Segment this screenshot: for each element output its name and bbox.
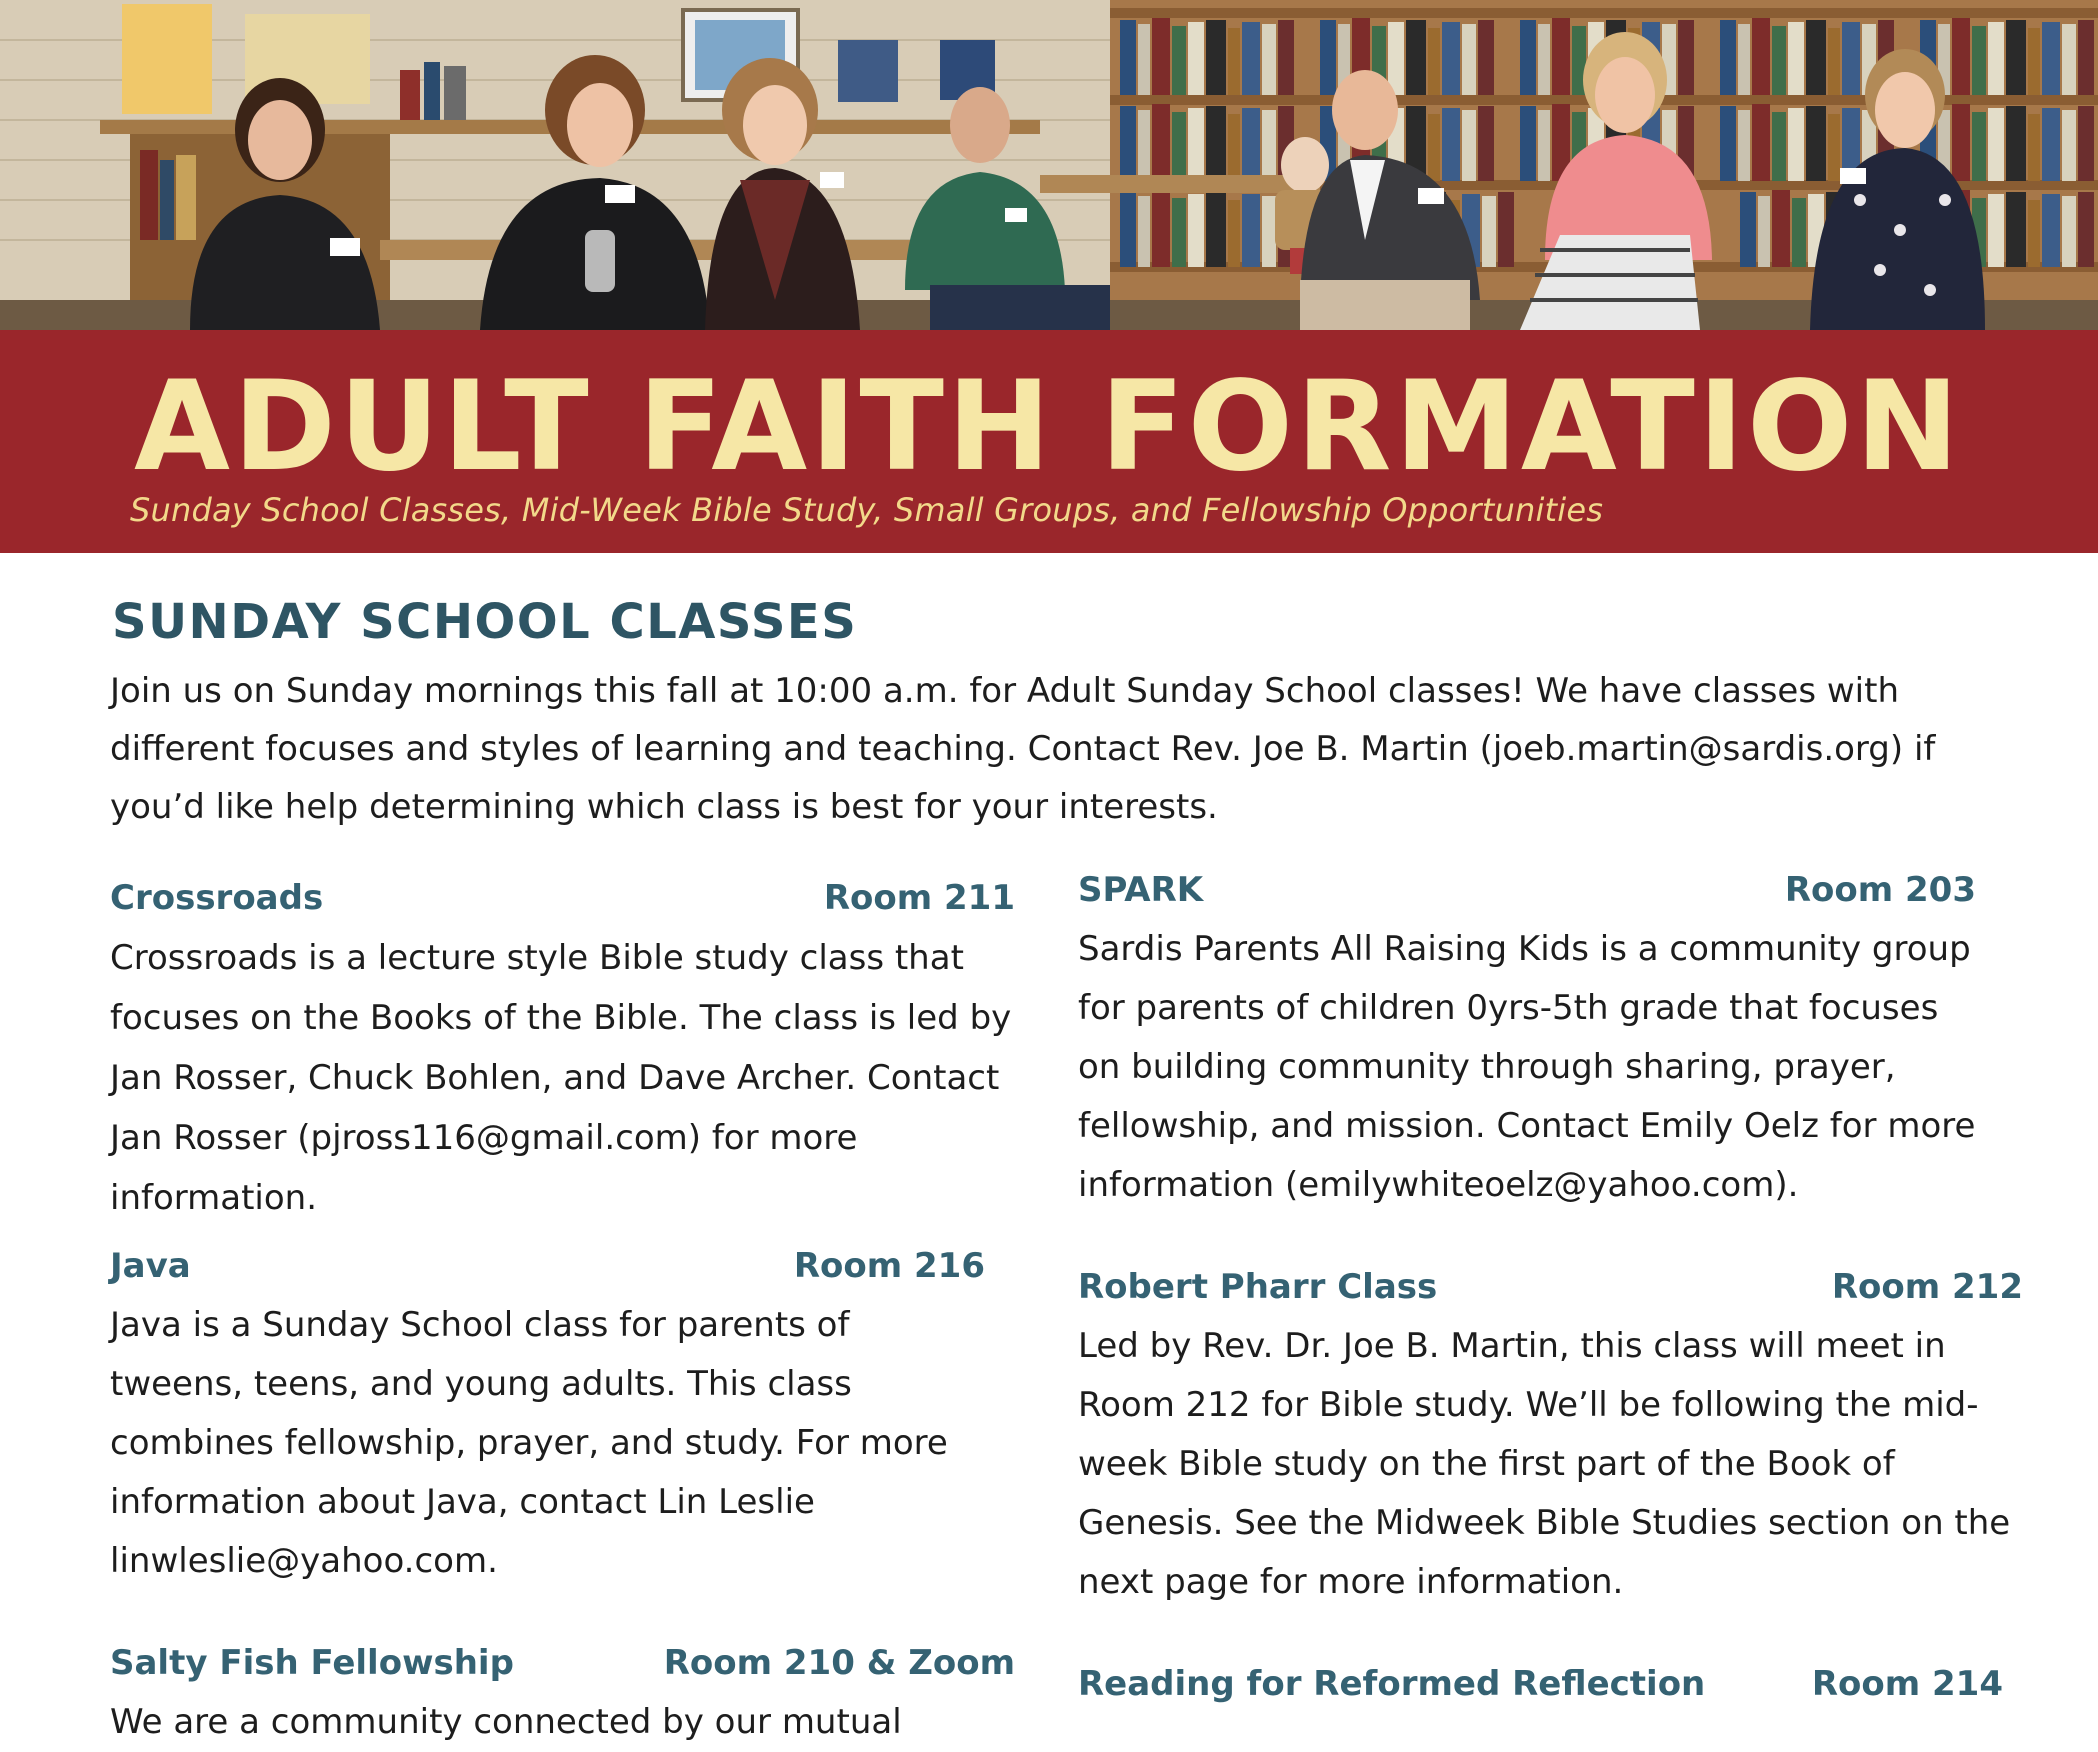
class-heading: [110, 1633, 1015, 1693]
class-heading: [1078, 1654, 2003, 1714]
section-intro: Join us on Sunday mornings this fall at 10:00 a.m. for Adult Sunday School classes! We have classes with different focuses and styles of learning and teaching. Contact Rev. Joe B. Martin (joeb.martin@sardis.org) if you’d like help determining which class is best for your interests.: [110, 671, 1936, 827]
class-room: Room 212: [1831, 1267, 2023, 1307]
classes-right-column: [1078, 860, 2023, 1714]
class-java: [110, 1236, 985, 1591]
class-name: Reading for Reformed Reflection: [1078, 1664, 1706, 1704]
class-name: Robert Pharr Class: [1078, 1267, 1438, 1307]
class-name: Crossroads: [110, 878, 324, 918]
page-title: ADULT FAITH FORMATION: [134, 355, 1963, 499]
class-crossroads: [110, 868, 1015, 1228]
header-photo: [0, 0, 2098, 330]
class-description: We are a community connected by our mutual: [110, 1702, 902, 1742]
class-salty-fish-fellowship: [110, 1633, 1015, 1752]
class-room: Room 210 & Zoom: [663, 1643, 1015, 1683]
class-heading: [110, 868, 1015, 928]
class-name: Java: [110, 1246, 191, 1286]
class-description: Sardis Parents All Raising Kids is a community group for parents of children 0yrs-5th grade that focuses on building community through sharing, prayer, fellowship, and mission. Contact Emily Oelz for more information (emilywhiteoelz@yahoo.com).: [1078, 929, 1976, 1205]
section-title: SUNDAY SCHOOL CLASSES: [112, 594, 858, 650]
class-heading: [110, 1236, 985, 1296]
class-reading-for-reformed-reflection: [1078, 1654, 2003, 1714]
class-name: SPARK: [1078, 870, 1204, 910]
class-description: Java is a Sunday School class for parents of tweens, teens, and young adults. This class combines fellowship, prayer, and study. For more information about Java, contact Lin Leslie linwleslie@yahoo.com.: [110, 1305, 948, 1581]
class-description: Crossroads is a lecture style Bible study class that focuses on the Books of the Bible. The class is led by Jan Rosser, Chuck Bohlen, and Dave Archer. Contact Jan Rosser (pjross116@gmail.com) for more information.: [110, 938, 1012, 1218]
class-room: Room 214: [1811, 1664, 2003, 1704]
title-band: [0, 330, 2098, 553]
group-photo-illustration: [0, 0, 2098, 330]
classes-left-column: [110, 868, 1015, 1752]
page-subtitle: Sunday School Classes, Mid-Week Bible Study, Small Groups, and Fellowship Opportunities: [130, 491, 1604, 529]
class-room: Room 203: [1784, 870, 1976, 910]
class-heading: [1078, 1257, 2023, 1317]
class-name: Salty Fish Fellowship: [110, 1643, 514, 1683]
class-room: Room 211: [823, 878, 1015, 918]
class-spark: [1078, 860, 1976, 1215]
class-heading: [1078, 860, 1976, 920]
class-robert-pharr: [1078, 1257, 2023, 1612]
class-room: Room 216: [793, 1246, 985, 1286]
class-description: Led by Rev. Dr. Joe B. Martin, this class will meet in Room 212 for Bible study. We’ll be following the mid-week Bible study on the first part of the Book of Genesis. See the Midweek Bible Studies section on the next page for more information.: [1078, 1326, 2011, 1602]
